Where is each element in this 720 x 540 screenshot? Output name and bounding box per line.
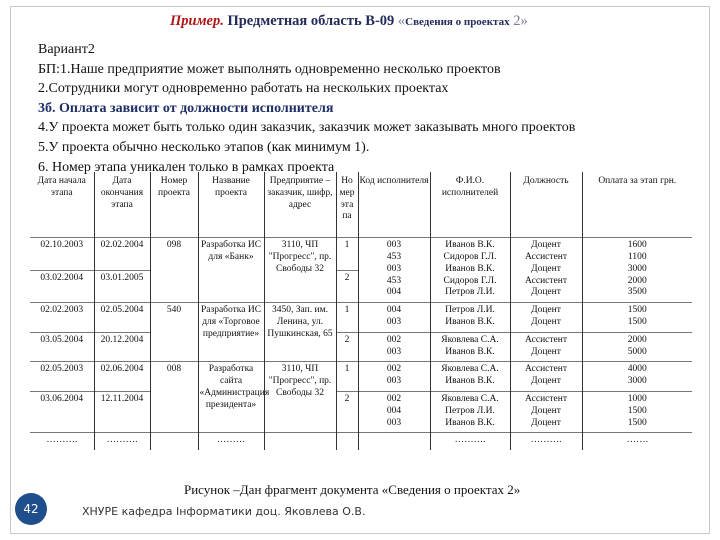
- codes-block: 003 453 004: [386, 263, 402, 298]
- cell-payments: [582, 238, 692, 303]
- cell-executor-names: [430, 238, 510, 303]
- cell-project-number: 008: [150, 362, 198, 433]
- cell-start-date: 03.05.2004: [40, 334, 84, 345]
- payments-block: 3000 2000 3500: [627, 263, 647, 298]
- cell-project-number: 540: [150, 303, 198, 362]
- cell-end-date: 02.02.2004: [94, 238, 150, 270]
- cell-executor-names: ……….: [430, 433, 510, 450]
- cell-project-name: Разработка ИС для «Банк»: [198, 238, 264, 303]
- column-header: Ф.И.О. исполнителей: [430, 172, 510, 238]
- cell-customer: 3450, Зап. им. Ленина, ул. Пушкинская, 65: [264, 303, 336, 362]
- column-header: Оплата за этап грн.: [582, 172, 692, 238]
- table-header-row: [30, 172, 692, 238]
- cell-end-date: 02.05.2004: [94, 303, 150, 333]
- cell-end-date: 20.12.2004: [94, 332, 150, 362]
- cell-executor-codes: 002 004 003: [358, 391, 430, 432]
- cell-payments: 1500 1500: [582, 303, 692, 333]
- cell-payments: 2000 5000: [582, 332, 692, 362]
- rule-line: 5.У проекта обычно несколько этапов (как минимум 1).: [38, 139, 370, 155]
- table-row: [30, 391, 692, 432]
- cell-payments: 1000 1500 1500: [582, 391, 692, 432]
- title-main: Предметная область В-09: [227, 13, 395, 29]
- business-rules: [38, 40, 575, 177]
- table-row: [30, 362, 692, 392]
- footer-text: ХНУРЕ кафедра Інформатики доц. Яковлева О.В.: [82, 505, 366, 518]
- column-header: Предприятие – заказчик, шифр, адрес: [264, 172, 336, 238]
- table-row: [30, 332, 692, 362]
- column-header: Номер проекта: [150, 172, 198, 238]
- cell-stage-number: 1: [336, 238, 358, 270]
- cell-executor-codes: [358, 433, 430, 450]
- cell-stage-number: 2: [336, 391, 358, 432]
- cell-start-date: 02.10.2003: [40, 240, 84, 251]
- names-block: Иванов В.К. Сидоров Г.Л. Петров Л.И.: [443, 263, 497, 298]
- cell-executor-codes: [358, 238, 430, 303]
- rule-line: БП:1.Наше предприятие может выполнять одновременно несколько проектов: [38, 61, 501, 77]
- cell-project-number: 098: [150, 238, 198, 303]
- cell-stage-number: 1: [336, 362, 358, 392]
- cell-executor-names: Яковлева С.А. Иванов В.К.: [430, 362, 510, 392]
- rule-line: 2.Сотрудники могут одновременно работать на нескольких проектах: [38, 81, 449, 97]
- column-header: Но мер эта па: [336, 172, 358, 238]
- rule-line-highlight: 3б. Оплата зависит от должности исполнителя: [38, 100, 334, 116]
- cell-end-date: ……….: [94, 433, 150, 450]
- cell-positions: ……….: [510, 433, 582, 450]
- title-example: Пример.: [170, 13, 224, 29]
- cell-start-date: ……….: [46, 435, 78, 446]
- cell-positions: Доцент Доцент: [510, 303, 582, 333]
- cell-customer: 3110, ЧП "Прогресс", пр. Свободы 32: [264, 238, 336, 303]
- table-row: [30, 238, 692, 270]
- table-row-ellipsis: [30, 433, 692, 450]
- names-block: Иванов В.К. Сидоров Г.Л.: [443, 240, 497, 262]
- cell-project-name: Разработка сайта «Администрация президента»: [198, 362, 264, 433]
- cell-executor-names: Петров Л.И. Иванов В.К.: [430, 303, 510, 333]
- cell-positions: Ассистент Доцент: [510, 332, 582, 362]
- title-quote-name: Сведения о проектах: [405, 16, 510, 28]
- slide-title: [170, 13, 528, 30]
- cell-start-date: 03.06.2004: [40, 393, 84, 404]
- rule-line: 4.У проекта может быть только один заказчик, заказчик может заказывать много проектов: [38, 120, 576, 136]
- positions-block: Доцент Ассистент Доцент: [525, 263, 567, 298]
- cell-end-date: 12.11.2004: [94, 391, 150, 432]
- title-quote-tail: 2»: [513, 13, 528, 29]
- column-header: Должность: [510, 172, 582, 238]
- cell-project-name: Разработка ИС для «Торговое предприятие»: [198, 303, 264, 362]
- cell-stage-number: 2: [336, 270, 358, 303]
- page-number-badge: 42: [15, 493, 47, 525]
- cell-end-date: 03.01.2005: [94, 270, 150, 303]
- cell-payments: …….: [582, 433, 692, 450]
- cell-executor-codes: 002 003: [358, 362, 430, 392]
- cell-stage-number: [336, 433, 358, 450]
- column-header: Название проекта: [198, 172, 264, 238]
- cell-executor-codes: 002 003: [358, 332, 430, 362]
- figure-caption: Рисунок –Дан фрагмент документа «Сведения о проектах 2»: [184, 482, 521, 497]
- payments-block: 1600 1100: [627, 240, 647, 262]
- cell-project-name: ………: [198, 433, 264, 450]
- codes-block: 003 453: [386, 240, 402, 262]
- cell-start-date: 03.02.2004: [40, 272, 84, 283]
- projects-document-table: [30, 172, 692, 450]
- column-header: Код исполнителя: [358, 172, 430, 238]
- cell-executor-codes: 004 003: [358, 303, 430, 333]
- title-quote-open: «: [397, 13, 406, 29]
- table-row: [30, 303, 692, 333]
- cell-project-number: [150, 433, 198, 450]
- cell-stage-number: 1: [336, 303, 358, 333]
- cell-positions: Ассистент Доцент: [510, 362, 582, 392]
- cell-positions: Ассистент Доцент Доцент: [510, 391, 582, 432]
- cell-executor-names: Яковлева С.А. Петров Л.И. Иванов В.К.: [430, 391, 510, 432]
- cell-positions: [510, 238, 582, 303]
- cell-payments: 4000 3000: [582, 362, 692, 392]
- column-header: Дата начала этапа: [37, 176, 86, 198]
- cell-start-date: 02.05.2003: [40, 364, 84, 375]
- column-header: Дата окончания этапа: [94, 172, 150, 238]
- cell-customer: [264, 433, 336, 450]
- cell-end-date: 02.06.2004: [94, 362, 150, 392]
- rule-line: 6. Номер этапа уникален только в рамках проекта: [38, 159, 335, 175]
- positions-block: Доцент Ассистент: [525, 240, 567, 262]
- cell-start-date: 02.02.2003: [40, 305, 84, 316]
- cell-executor-names: Яковлева С.А. Иванов В.К.: [430, 332, 510, 362]
- variant-line: Вариант2: [38, 42, 95, 57]
- cell-customer: 3110, ЧП "Прогресс", пр. Свободы 32: [264, 362, 336, 433]
- cell-stage-number: 2: [336, 332, 358, 362]
